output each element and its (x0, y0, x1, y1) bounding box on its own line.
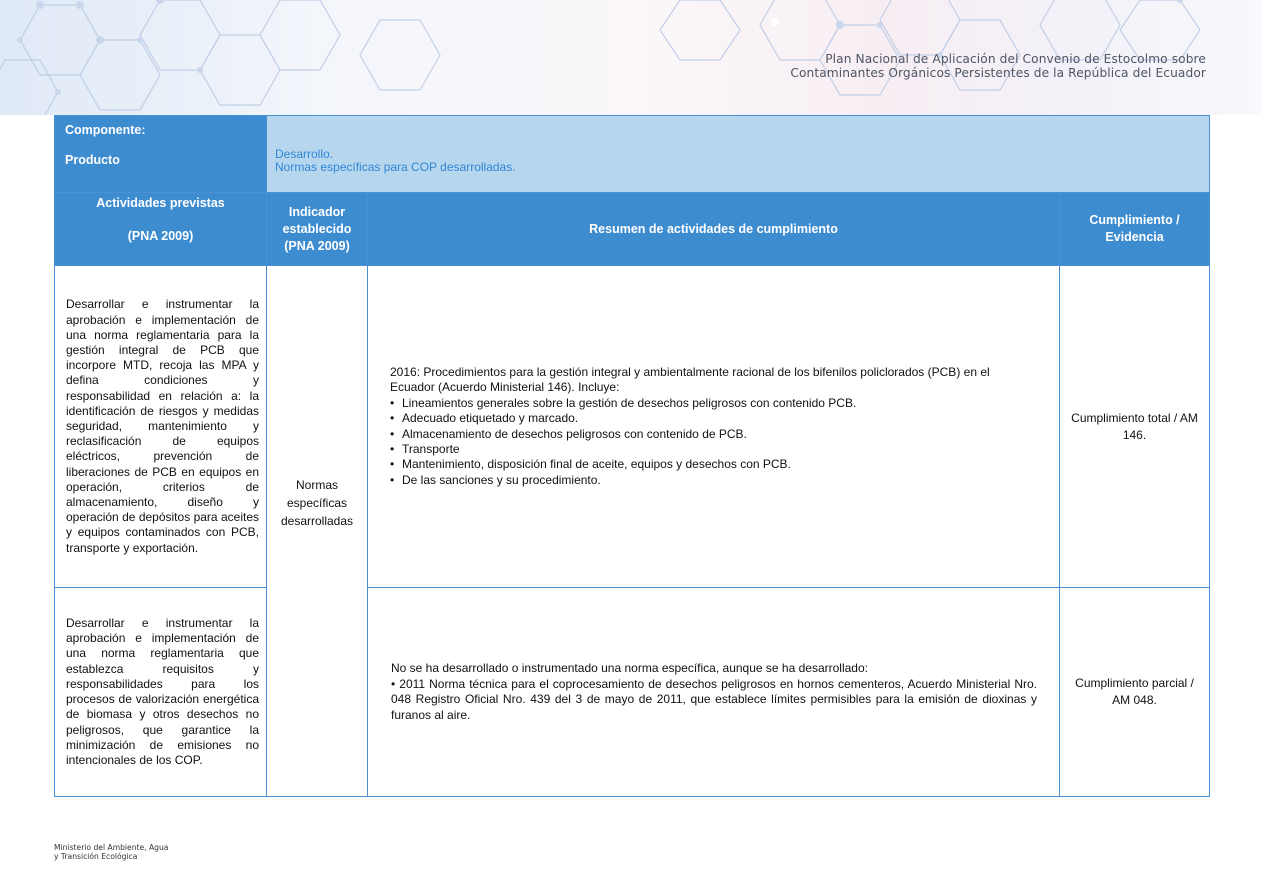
resumen-detail: • 2011 Norma técnica para el coprocesamiento de desechos peligrosos en hornos cementeros, Acuerdo Ministerial Nro. 048 Registro Oficial Nro. 439 del 3 de mayo de 2011, que establece límites permisibles para la emisión de dioxinas y furanos al aire. (391, 676, 1037, 722)
header-actividades (55, 193, 267, 266)
header-actividades-line2: (PNA 2009) (127, 229, 194, 243)
compliance-table (54, 115, 1210, 797)
header-actividades-line1: Actividades previstas (96, 196, 225, 210)
ministry-footer (54, 844, 168, 861)
header-row (55, 193, 1210, 266)
actividad-cell: Desarrollar e instrumentar la aprobación e implementación de una norma reglamentaria para la gestión integral de PCB que incorpore MTD, recoja las MPA y defina condiciones y responsabilidad en relación a: la identificación de riesgos y medidas seguridad, mantenimiento y reclasificación de equipos eléctricos, prevención de liberaciones de PCB en equipos en operación, criterios de almacenamiento, diseño y operación de depósitos para aceites y equipos contaminados con PCB, transporte y exportación. (55, 266, 267, 588)
document-title (790, 52, 1206, 80)
resumen-list (390, 396, 1037, 488)
list-item: • Almacenamiento de desechos peligrosos con contenido de PCB. (390, 427, 1037, 442)
producto-value: Normas específicas para COP desarrolladas. (275, 160, 516, 174)
indicador-cell: Normas específicas desarrolladas (267, 266, 368, 797)
list-item: • Adecuado etiquetado y marcado. (390, 411, 1037, 426)
componente-label: Componente: (65, 123, 146, 137)
header-indicador: Indicador establecido (PNA 2009) (267, 193, 368, 266)
component-values-cell (267, 116, 1210, 193)
cumplimiento-cell: Cumplimiento total / AM 146. (1060, 266, 1210, 588)
componente-value: Desarrollo. (275, 147, 334, 161)
resumen-intro: No se ha desarrollado o instrumentado una norma específica, aunque se ha desarrollado: (391, 660, 868, 675)
document-title-line2: Contaminantes Orgánicos Persistentes de la República del Ecuador (790, 66, 1206, 80)
document-title-line1: Plan Nacional de Aplicación del Convenio de Estocolmo sobre (825, 52, 1206, 66)
resumen-intro: 2016: Procedimientos para la gestión integral y ambientalmente racional de los bifenilos policlorados (PCB) en el Ecuador (Acuerdo Ministerial 146). Incluye: (390, 364, 990, 395)
resumen-cell (368, 266, 1060, 588)
resumen-cell (368, 588, 1060, 797)
list-item: • Transporte (390, 442, 1037, 457)
footer-line1: Ministerio del Ambiente, Agua (54, 843, 169, 852)
cumplimiento-cell: Cumplimiento parcial / AM 048. (1060, 588, 1210, 797)
list-item: • De las sanciones y su procedimiento. (390, 473, 1037, 488)
footer-line2: y Transición Ecológica (54, 851, 138, 861)
table-row (55, 588, 1210, 797)
component-row (55, 116, 1210, 193)
actividad-cell: Desarrollar e instrumentar la aprobación e implementación de una norma reglamentaria que establezca requisitos y responsabilidades para los procesos de valorización energética de biomasa y otros desechos no peligrosos, que garantice la minimización de emisiones no intencionales de los COP. (55, 588, 267, 797)
list-item: • Mantenimiento, disposición final de aceite, equipos y desechos con PCB. (390, 457, 1037, 472)
header-banner (0, 0, 1262, 115)
table-row (55, 266, 1210, 588)
header-resumen: Resumen de actividades de cumplimiento (368, 193, 1060, 266)
list-item: • Lineamientos generales sobre la gestión de desechos peligrosos con contenido PCB. (390, 396, 1037, 411)
component-labels-cell (55, 116, 267, 193)
header-cumplimiento: Cumplimiento / Evidencia (1060, 193, 1210, 266)
producto-label: Producto (65, 153, 120, 167)
